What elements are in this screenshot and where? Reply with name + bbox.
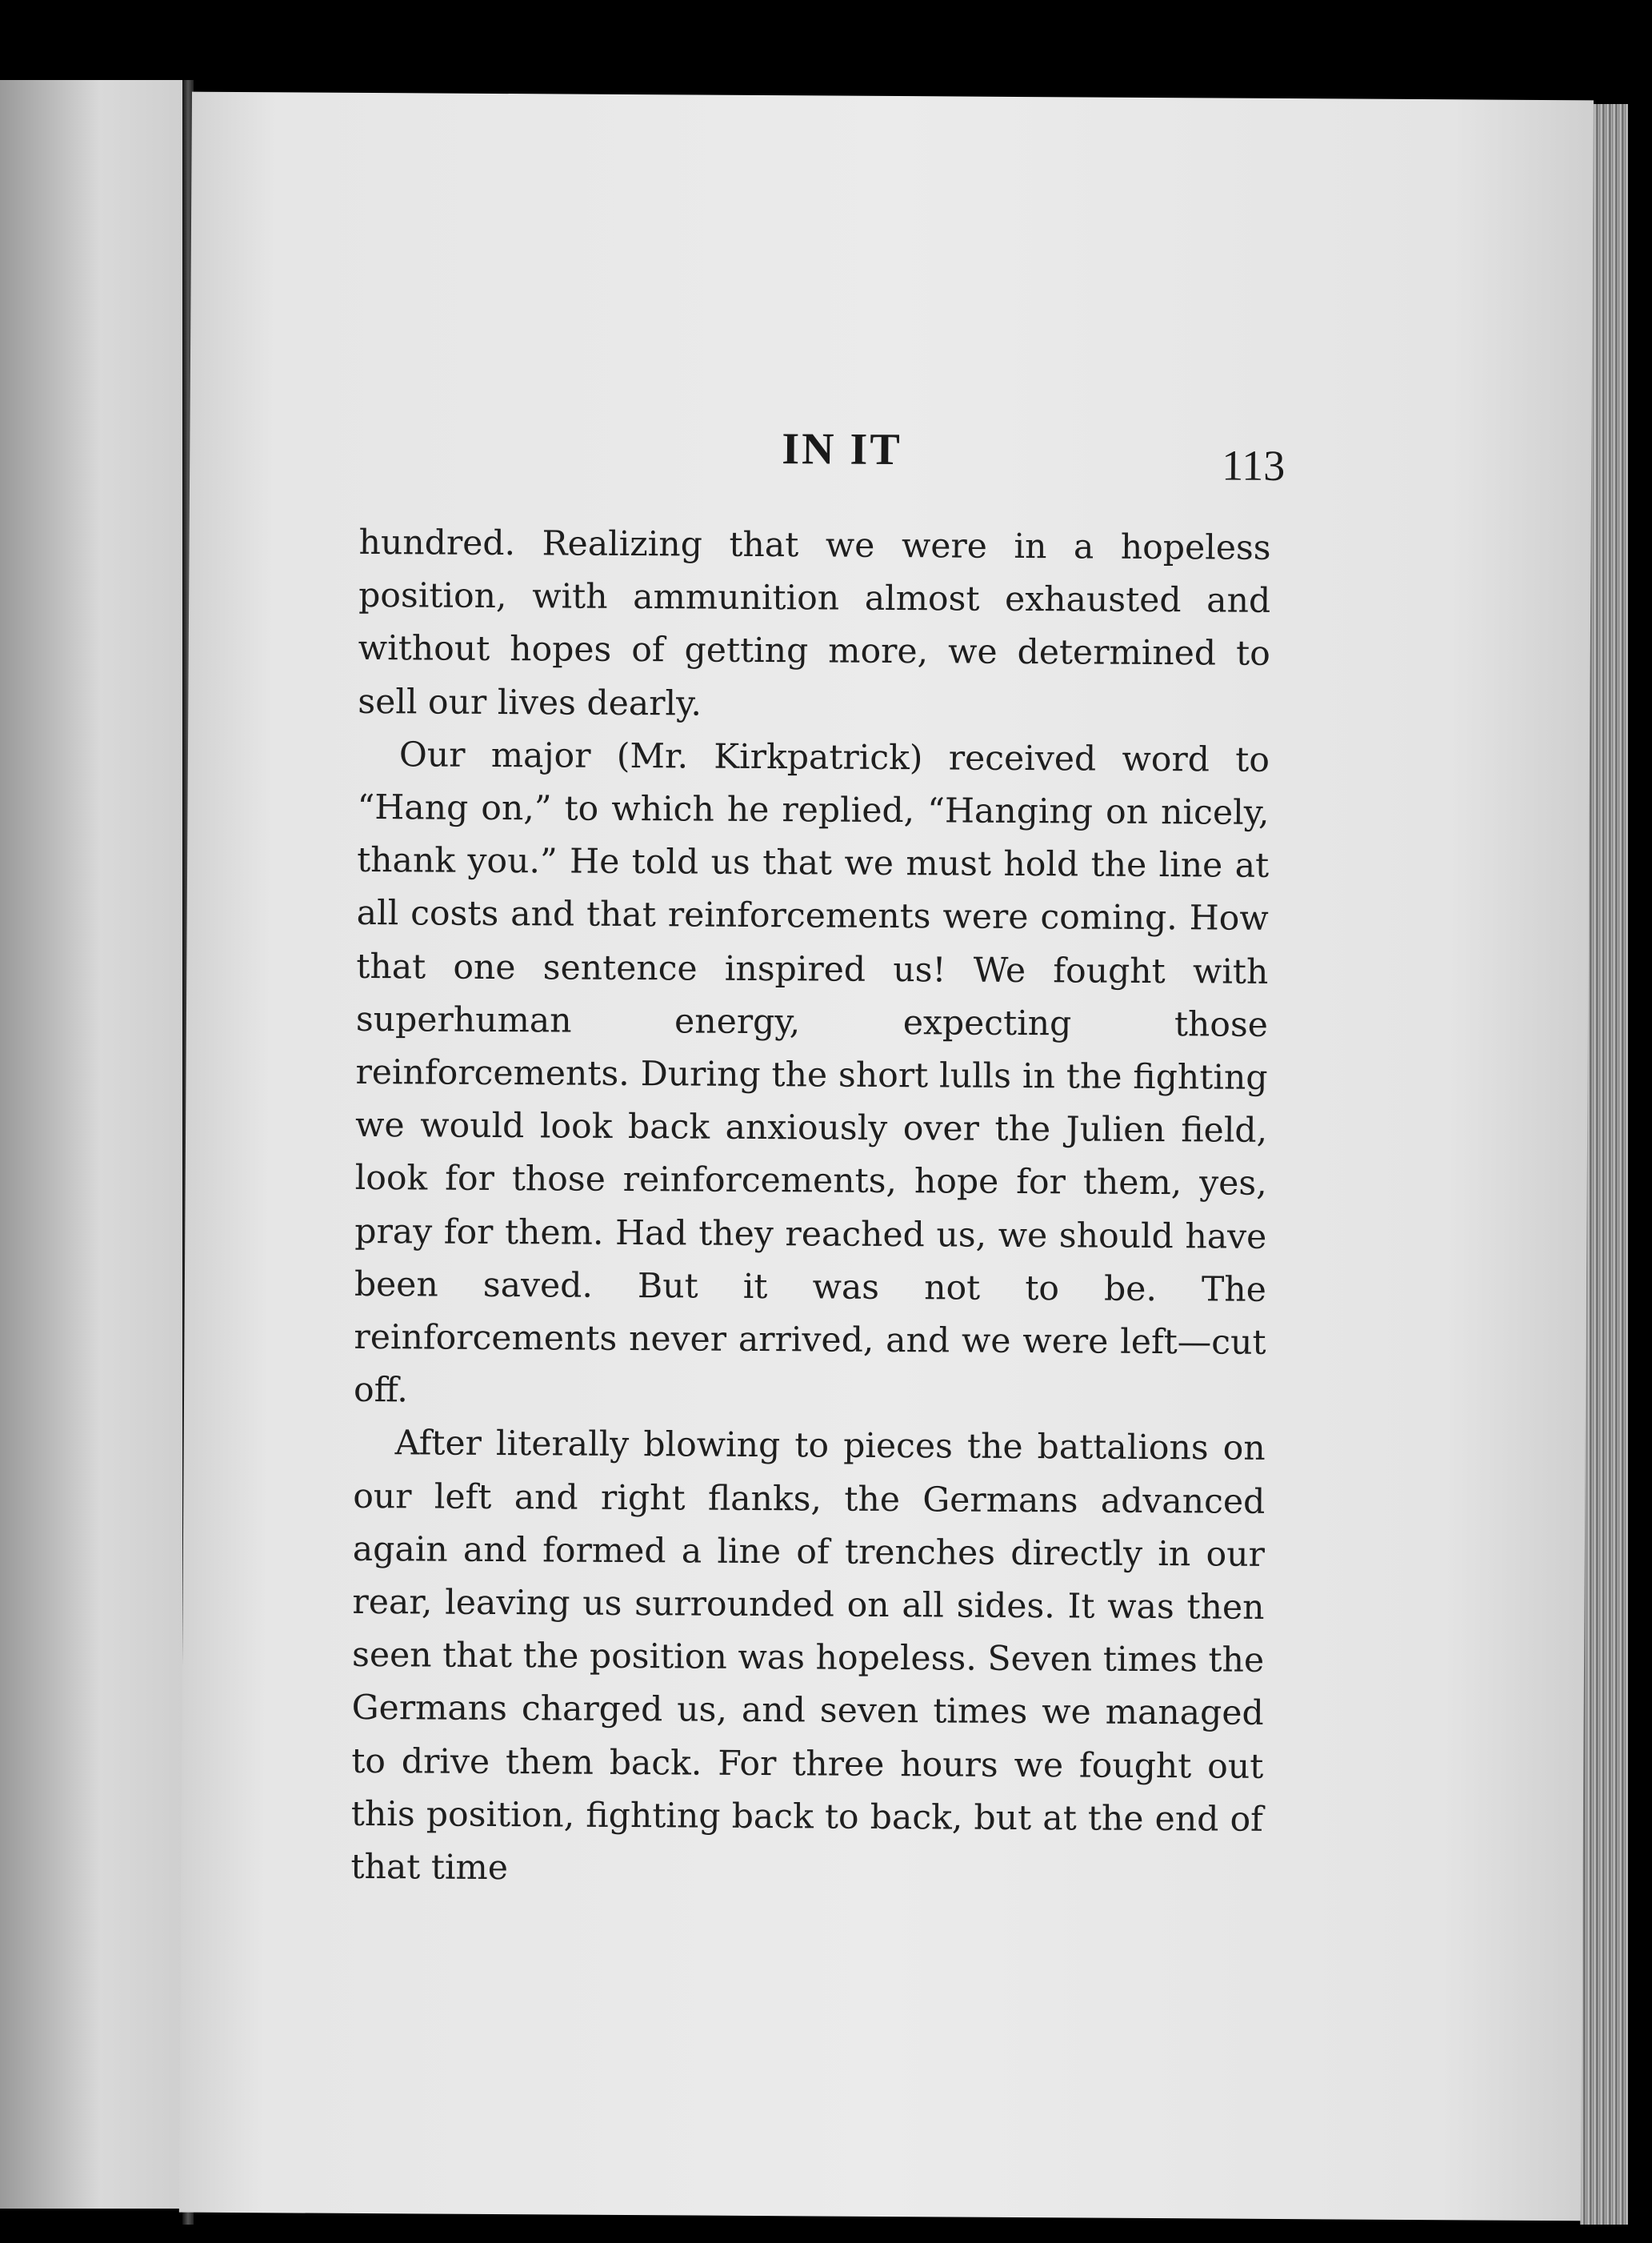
book-page [179,92,1594,2221]
running-head [190,420,1591,493]
page-number: 113 [1222,441,1286,491]
paragraph-3: After literally blowing to pieces the battalions on our left and right flanks, the Germans advanced again and formed a line of trenches directly in our rear, leaving us surrounded on all sides. It was then seen that the position was hopeless. Seven times the Germans charged us, and seven times we managed to drive them back. For three hours we fought out this position, fighting back to back, but at the end of that time [350,1424,1266,1889]
paragraph-1: hundred. Realizing that we were in a hopeless position, with ammunition almost exhausted and without hopes of getting more, we determined to sell our lives dearly. [358,523,1271,724]
running-head-title: IN IT [782,424,902,475]
body-text [350,517,1270,1900]
paragraph-2: Our major (Mr. Kirkpatrick) received word to “Hang on,” to which he replied, “Hanging on nicely, thank you.” He told us that we must hold the line at all costs and that reinforcements were coming. How that one sentence inspired us! We fought with superhuman energy, expecting those reinforcements. During the short lulls in the fighting we would look back anxiously over the Julien field, look for those reinforcements, hope for them, yes, pray for them. Had they reached us, we should have been saved. But it was not to be. The reinforcements never arrived, and we were left—cut off. [353,735,1270,1411]
facing-page-edge [0,80,182,2209]
